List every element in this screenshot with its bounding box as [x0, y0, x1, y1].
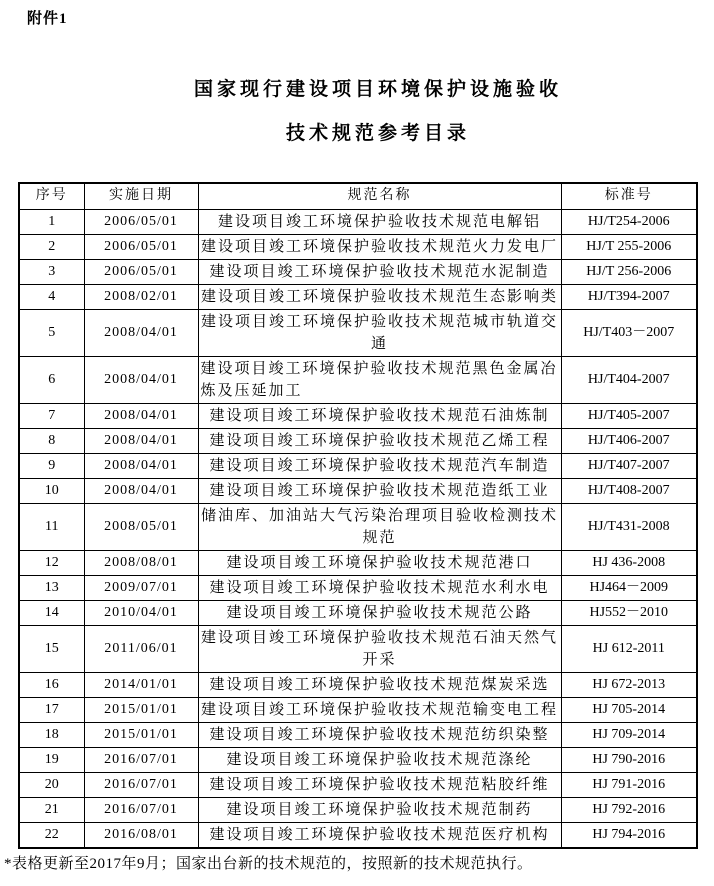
col-header-index: 序号 — [19, 183, 84, 209]
cell-date: 2008/04/01 — [84, 428, 198, 453]
table-row — [19, 259, 697, 284]
cell-standard-no: HJ 705-2014 — [561, 697, 697, 722]
cell-date: 2015/01/01 — [84, 722, 198, 747]
cell-spec-name: 建设项目竣工环境保护验收技术规范医疗机构 — [198, 822, 561, 848]
cell-index: 21 — [19, 797, 84, 822]
cell-index: 7 — [19, 403, 84, 428]
cell-date: 2008/04/01 — [84, 453, 198, 478]
cell-index: 3 — [19, 259, 84, 284]
cell-standard-no: HJ/T431-2008 — [561, 503, 697, 550]
table-row — [19, 625, 697, 672]
cell-spec-name: 建设项目竣工环境保护验收技术规范乙烯工程 — [198, 428, 561, 453]
table-row — [19, 356, 697, 403]
table-row — [19, 575, 697, 600]
col-header-name: 规范名称 — [198, 183, 561, 209]
cell-date: 2011/06/01 — [84, 625, 198, 672]
cell-standard-no: HJ 790-2016 — [561, 747, 697, 772]
cell-date: 2010/04/01 — [84, 600, 198, 625]
cell-date: 2006/05/01 — [84, 259, 198, 284]
cell-standard-no: HJ/T405-2007 — [561, 403, 697, 428]
table-row — [19, 550, 697, 575]
cell-spec-name: 建设项目竣工环境保护验收技术规范生态影响类 — [198, 284, 561, 309]
table-row — [19, 309, 697, 356]
cell-index: 9 — [19, 453, 84, 478]
cell-standard-no: HJ 794-2016 — [561, 822, 697, 848]
cell-spec-name: 建设项目竣工环境保护验收技术规范火力发电厂 — [198, 234, 561, 259]
cell-spec-name: 建设项目竣工环境保护验收技术规范电解铝 — [198, 209, 561, 234]
cell-index: 4 — [19, 284, 84, 309]
cell-date: 2006/05/01 — [84, 209, 198, 234]
cell-standard-no: HJ/T406-2007 — [561, 428, 697, 453]
cell-spec-name: 建设项目竣工环境保护验收技术规范石油炼制 — [198, 403, 561, 428]
cell-date: 2006/05/01 — [84, 234, 198, 259]
cell-standard-no: HJ/T 255-2006 — [561, 234, 697, 259]
table-row — [19, 209, 697, 234]
cell-spec-name: 建设项目竣工环境保护验收技术规范粘胶纤维 — [198, 772, 561, 797]
cell-index: 12 — [19, 550, 84, 575]
table-row — [19, 478, 697, 503]
attachment-label: 附件1 — [27, 11, 68, 27]
cell-index: 14 — [19, 600, 84, 625]
cell-spec-name: 建设项目竣工环境保护验收技术规范水泥制造 — [198, 259, 561, 284]
cell-date: 2008/02/01 — [84, 284, 198, 309]
cell-date: 2015/01/01 — [84, 697, 198, 722]
document-title-line1: 国家现行建设项目环境保护设施验收 — [193, 79, 562, 100]
cell-index: 18 — [19, 722, 84, 747]
document-title — [0, 68, 714, 156]
cell-index: 16 — [19, 672, 84, 697]
cell-index: 10 — [19, 478, 84, 503]
cell-date: 2016/07/01 — [84, 772, 198, 797]
cell-index: 17 — [19, 697, 84, 722]
cell-date: 2008/04/01 — [84, 478, 198, 503]
cell-date: 2016/07/01 — [84, 797, 198, 822]
cell-date: 2009/07/01 — [84, 575, 198, 600]
cell-index: 13 — [19, 575, 84, 600]
cell-date: 2008/04/01 — [84, 309, 198, 356]
cell-index: 8 — [19, 428, 84, 453]
spec-table — [18, 182, 698, 849]
cell-date: 2016/07/01 — [84, 747, 198, 772]
table-row — [19, 697, 697, 722]
cell-index: 11 — [19, 503, 84, 550]
cell-standard-no: HJ 436-2008 — [561, 550, 697, 575]
spec-table-body — [19, 209, 697, 848]
cell-date: 2008/05/01 — [84, 503, 198, 550]
cell-spec-name: 储油库、加油站大气污染治理项目验收检测技术规范 — [198, 503, 561, 550]
cell-index: 6 — [19, 356, 84, 403]
table-row — [19, 797, 697, 822]
table-row — [19, 747, 697, 772]
cell-standard-no: HJ/T394-2007 — [561, 284, 697, 309]
cell-index: 22 — [19, 822, 84, 848]
table-row — [19, 722, 697, 747]
cell-spec-name: 建设项目竣工环境保护验收技术规范城市轨道交通 — [198, 309, 561, 356]
table-row — [19, 600, 697, 625]
cell-spec-name: 建设项目竣工环境保护验收技术规范涤纶 — [198, 747, 561, 772]
table-header-row — [19, 183, 697, 209]
table-row — [19, 822, 697, 848]
cell-date: 2016/08/01 — [84, 822, 198, 848]
cell-standard-no: HJ 709-2014 — [561, 722, 697, 747]
cell-spec-name: 建设项目竣工环境保护验收技术规范公路 — [198, 600, 561, 625]
cell-spec-name: 建设项目竣工环境保护验收技术规范煤炭采选 — [198, 672, 561, 697]
cell-standard-no: HJ 612-2011 — [561, 625, 697, 672]
cell-spec-name: 建设项目竣工环境保护验收技术规范输变电工程 — [198, 697, 561, 722]
cell-spec-name: 建设项目竣工环境保护验收技术规范黑色金属冶炼及压延加工 — [198, 356, 561, 403]
cell-spec-name: 建设项目竣工环境保护验收技术规范纺织染整 — [198, 722, 561, 747]
col-header-date: 实施日期 — [84, 183, 198, 209]
cell-standard-no: HJ 792-2016 — [561, 797, 697, 822]
cell-index: 2 — [19, 234, 84, 259]
table-row — [19, 284, 697, 309]
cell-index: 5 — [19, 309, 84, 356]
cell-date: 2008/04/01 — [84, 403, 198, 428]
table-row — [19, 672, 697, 697]
cell-standard-no: HJ/T404-2007 — [561, 356, 697, 403]
table-row — [19, 403, 697, 428]
table-row — [19, 428, 697, 453]
cell-standard-no: HJ/T408-2007 — [561, 478, 697, 503]
cell-standard-no: HJ/T407-2007 — [561, 453, 697, 478]
col-header-standard: 标准号 — [561, 183, 697, 209]
cell-standard-no: HJ464－2009 — [561, 575, 697, 600]
cell-spec-name: 建设项目竣工环境保护验收技术规范港口 — [198, 550, 561, 575]
table-row — [19, 234, 697, 259]
cell-spec-name: 建设项目竣工环境保护验收技术规范水利水电 — [198, 575, 561, 600]
cell-index: 20 — [19, 772, 84, 797]
cell-spec-name: 建设项目竣工环境保护验收技术规范造纸工业 — [198, 478, 561, 503]
cell-spec-name: 建设项目竣工环境保护验收技术规范汽车制造 — [198, 453, 561, 478]
cell-index: 15 — [19, 625, 84, 672]
footnote: *表格更新至2017年9月；国家出台新的技术规范的，按照新的技术规范执行。 — [4, 856, 533, 872]
cell-index: 19 — [19, 747, 84, 772]
cell-index: 1 — [19, 209, 84, 234]
cell-date: 2014/01/01 — [84, 672, 198, 697]
cell-standard-no: HJ/T254-2006 — [561, 209, 697, 234]
cell-standard-no: HJ/T 256-2006 — [561, 259, 697, 284]
cell-date: 2008/04/01 — [84, 356, 198, 403]
cell-date: 2008/08/01 — [84, 550, 198, 575]
cell-spec-name: 建设项目竣工环境保护验收技术规范制药 — [198, 797, 561, 822]
cell-spec-name: 建设项目竣工环境保护验收技术规范石油天然气开采 — [198, 625, 561, 672]
cell-standard-no: HJ/T403－2007 — [561, 309, 697, 356]
table-row — [19, 453, 697, 478]
table-row — [19, 772, 697, 797]
cell-standard-no: HJ 791-2016 — [561, 772, 697, 797]
document-title-line2: 技术规范参考目录 — [285, 123, 470, 144]
table-row — [19, 503, 697, 550]
cell-standard-no: HJ 672-2013 — [561, 672, 697, 697]
cell-standard-no: HJ552－2010 — [561, 600, 697, 625]
